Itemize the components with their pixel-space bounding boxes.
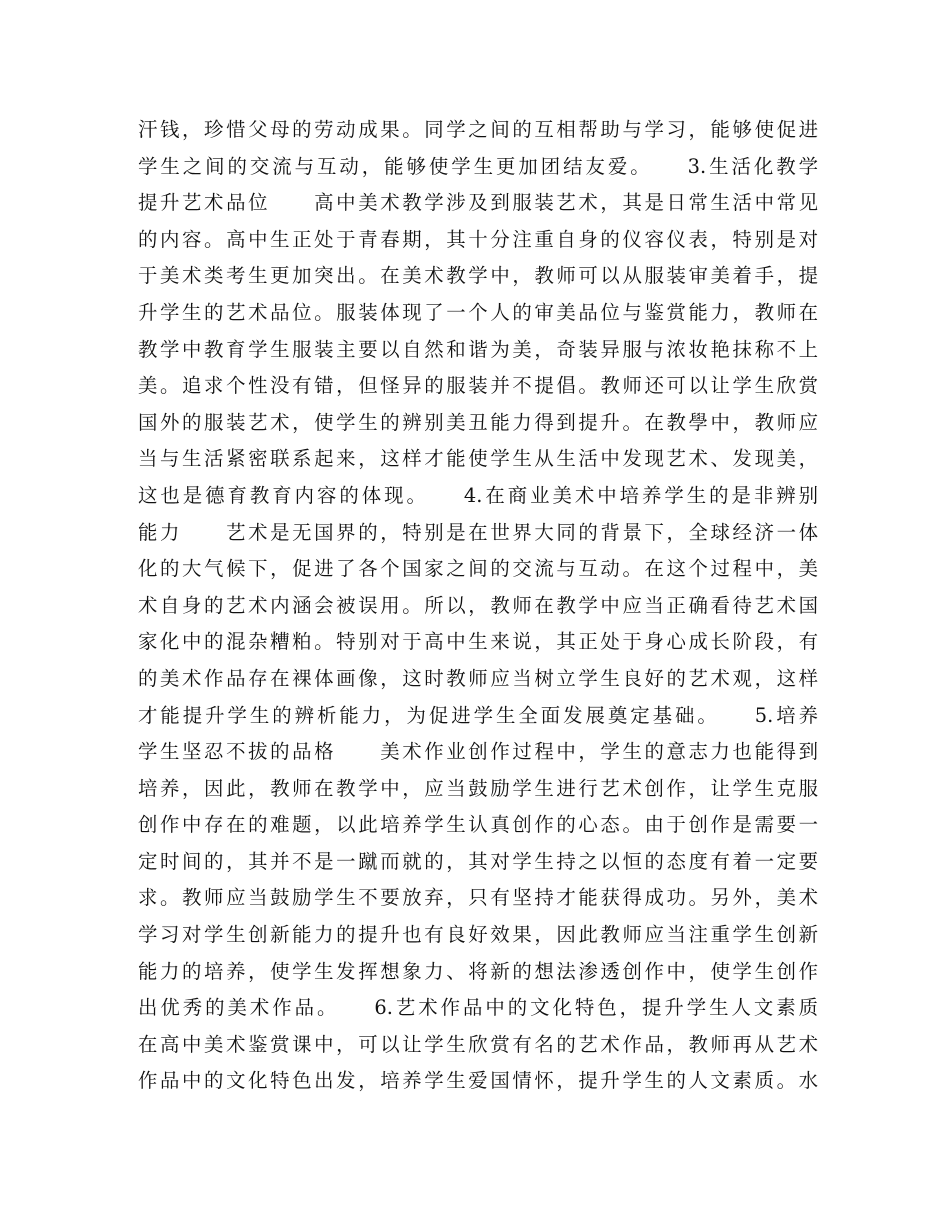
text-line: 能力的培养，使学生发挥想象力、将新的想法渗透创作中，使学生创作	[138, 959, 818, 983]
text-line: 能力 艺术是无国界的，特别是在世界大同的背景下，全球经济一体	[138, 520, 818, 544]
text-line: 出优秀的美术作品。 6.艺术作品中的文化特色，提升学生人文素质	[138, 996, 818, 1020]
text-line: 教学中教育学生服装主要以自然和谐为美，奇装异服与浓妆艳抹称不上	[138, 337, 818, 361]
text-line: 的美术作品存在裸体画像，这时教师应当树立学生良好的艺术观，这样	[138, 666, 818, 690]
text-line: 国外的服装艺术，使学生的辨别美丑能力得到提升。在教學中，教师应	[138, 410, 818, 434]
body-text	[138, 112, 818, 1100]
text-line: 培养，因此，教师在教学中，应当鼓励学生进行艺术创作，让学生克服	[138, 776, 818, 800]
text-line: 术自身的艺术内涵会被误用。所以，教师在教学中应当正确看待艺术国	[138, 593, 818, 617]
text-line: 在高中美术鉴赏课中，可以让学生欣赏有名的艺术作品，教师再从艺术	[138, 1032, 818, 1056]
text-line: 求。教师应当鼓励学生不要放弃，只有坚持才能获得成功。另外，美术	[138, 886, 818, 910]
text-line: 当与生活紧密联系起来，这样才能使学生从生活中发现艺术、发现美，	[138, 447, 818, 471]
text-line: 学习对学生创新能力的提升也有良好效果，因此教师应当注重学生创新	[138, 923, 818, 947]
text-line: 作品中的文化特色出发，培养学生爱国情怀，提升学生的人文素质。水	[138, 1069, 818, 1093]
text-line: 定时间的，其并不是一蹴而就的，其对学生持之以恒的态度有着一定要	[138, 849, 818, 873]
text-line: 学生坚忍不拔的品格 美术作业创作过程中，学生的意志力也能得到	[138, 740, 818, 764]
text-line: 汗钱，珍惜父母的劳动成果。同学之间的互相帮助与学习，能够使促进	[138, 118, 818, 141]
text-line: 才能提升学生的辨析能力，为促进学生全面发展奠定基础。 5.培养	[138, 703, 818, 727]
text-line: 化的大气候下，促进了各个国家之间的交流与互动。在这个过程中，美	[138, 557, 818, 581]
text-line: 学生之间的交流与互动，能够使学生更加团结友爱。 3.生活化教学	[138, 154, 818, 178]
text-line: 创作中存在的难题，以此培养学生认真创作的心态。由于创作是需要一	[138, 813, 818, 837]
text-line: 的内容。高中生正处于青春期，其十分注重自身的仪容仪表，特别是对	[138, 227, 818, 251]
text-line: 家化中的混杂糟粕。特别对于高中生来说，其正处于身心成长阶段，有	[138, 630, 818, 654]
text-line: 美。追求个性没有错，但怪异的服装并不提倡。教师还可以让学生欣赏	[138, 374, 818, 398]
text-line: 升学生的艺术品位。服装体现了一个人的审美品位与鉴赏能力，教师在	[138, 300, 818, 324]
text-line: 提升艺术品位 高中美术教学涉及到服装艺术，其是日常生活中常见	[138, 191, 818, 215]
text-line: 这也是德育教育内容的体现。 4.在商业美术中培养学生的是非辨别	[138, 483, 818, 507]
text-line: 于美术类考生更加突出。在美术教学中，教师可以从服装审美着手，提	[138, 264, 818, 288]
